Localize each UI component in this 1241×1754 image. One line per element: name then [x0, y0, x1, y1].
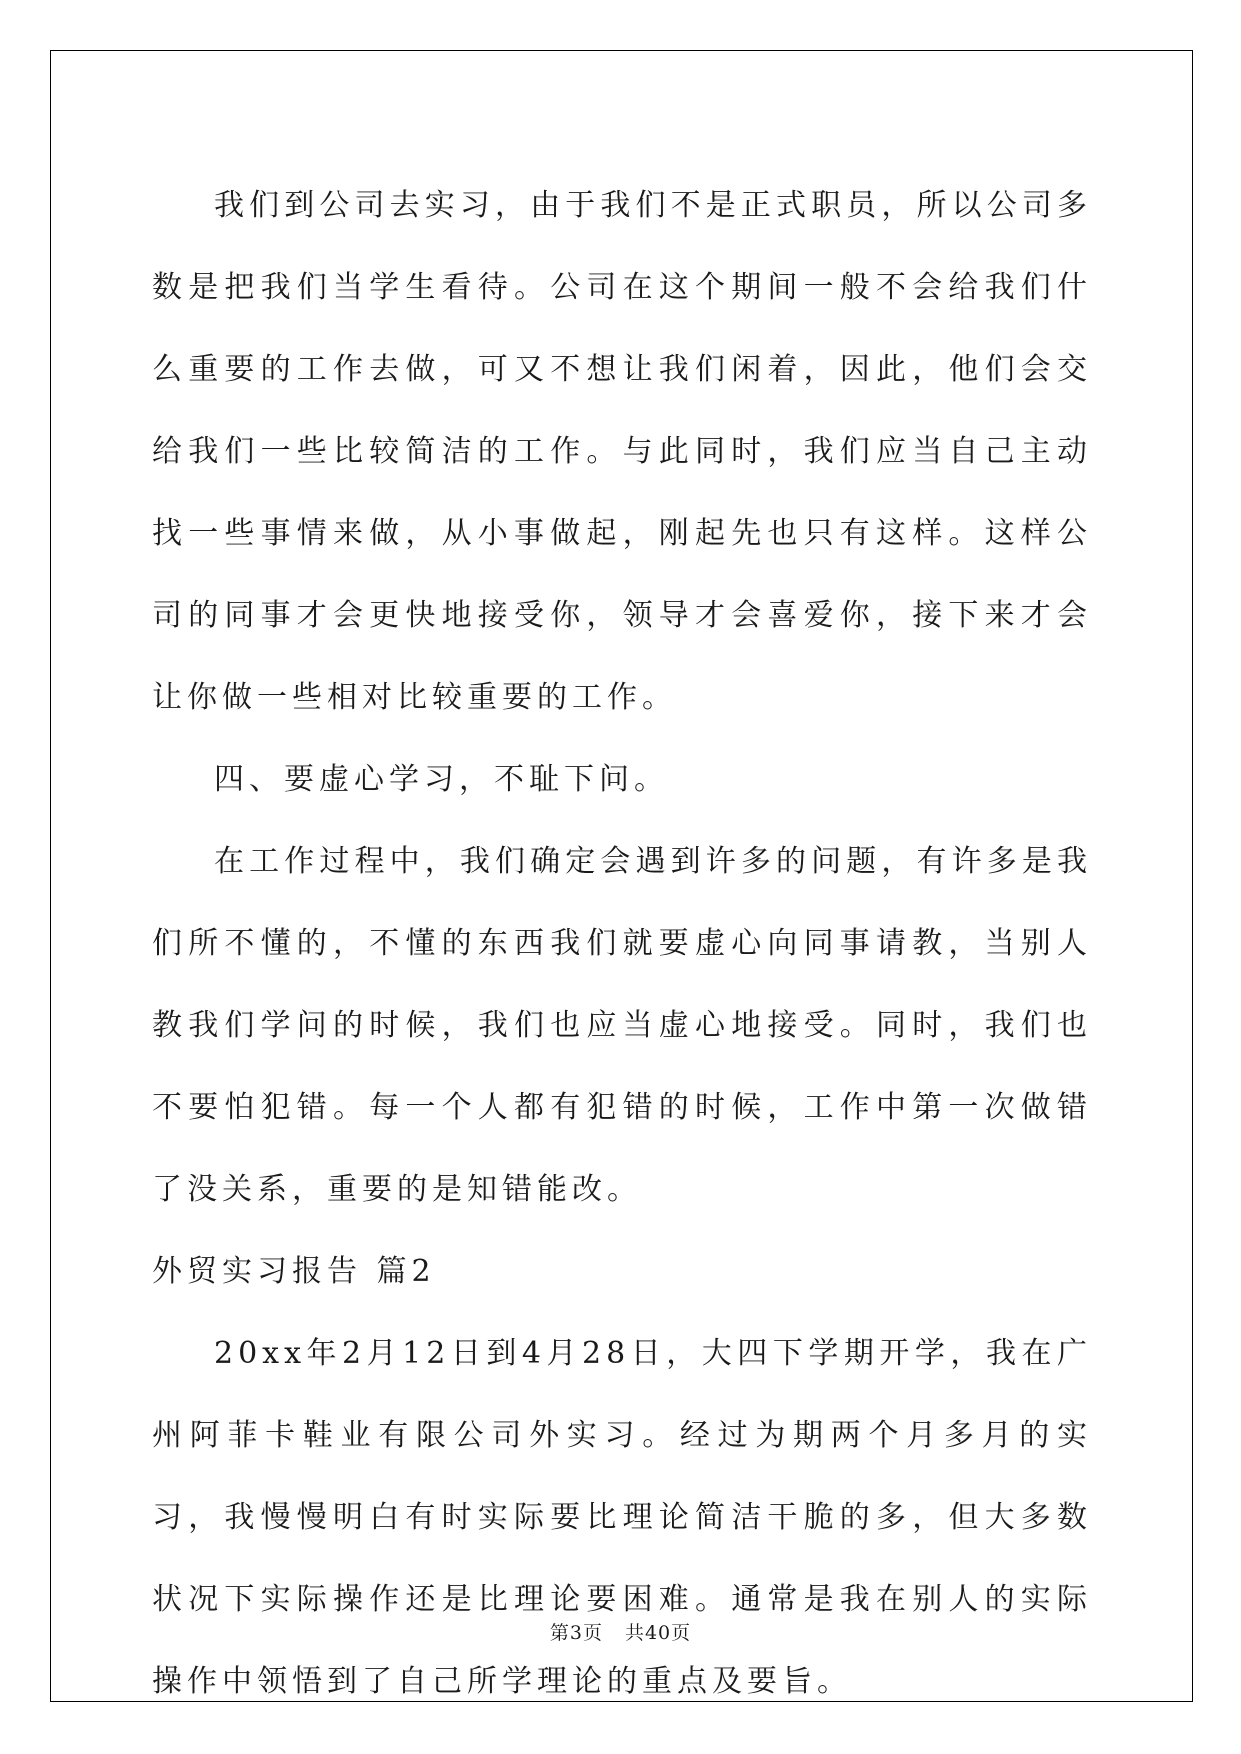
page-footer: [0, 1618, 1241, 1645]
paragraph-internship-dates: 20xx年2月12日到4月28日，大四下学期开学，我在广州阿菲卡鞋业有限公司外实习。经过为期两个月多月的实习，我慢慢明白有时实际要比理论简洁干脆的多，但大多数状况下实际操作还是比理论要困难。通常是我在别人的实际操作中领悟到了自己所学理论的重点及要旨。: [152, 1336, 1092, 1699]
paragraph-ask-questions: 在工作过程中，我们确定会遇到许多的问题，有许多是我们所不懂的，不懂的东西我们就要虚心向同事请教，当别人教我们学问的时候，我们也应当虚心地接受。同时，我们也不要怕犯错。每一个人都有犯错的时候，工作中第一次做错了没关系，重要的是知错能改。: [152, 844, 1092, 1207]
document-body: [152, 165, 1092, 1723]
page-total: 共40页: [624, 1622, 692, 1644]
page-number: 第3页: [549, 1622, 603, 1644]
report-title-part2: 外贸实习报告 篇2: [152, 1254, 436, 1289]
paragraph-internship-attitude: 我们到公司去实习，由于我们不是正式职员，所以公司多数是把我们当学生看待。公司在这个期间一般不会给我们什么重要的工作去做，可又不想让我们闲着，因此，他们会交给我们一些比较简洁的工作。与此同时，我们应当自己主动找一些事情来做，从小事做起，刚起先也只有这样。这样公司的同事才会更快地接受你，领导才会喜爱你，接下来才会让你做一些相对比较重要的工作。: [152, 188, 1092, 715]
section-heading-four: 四、要虚心学习，不耻下问。: [214, 762, 669, 797]
